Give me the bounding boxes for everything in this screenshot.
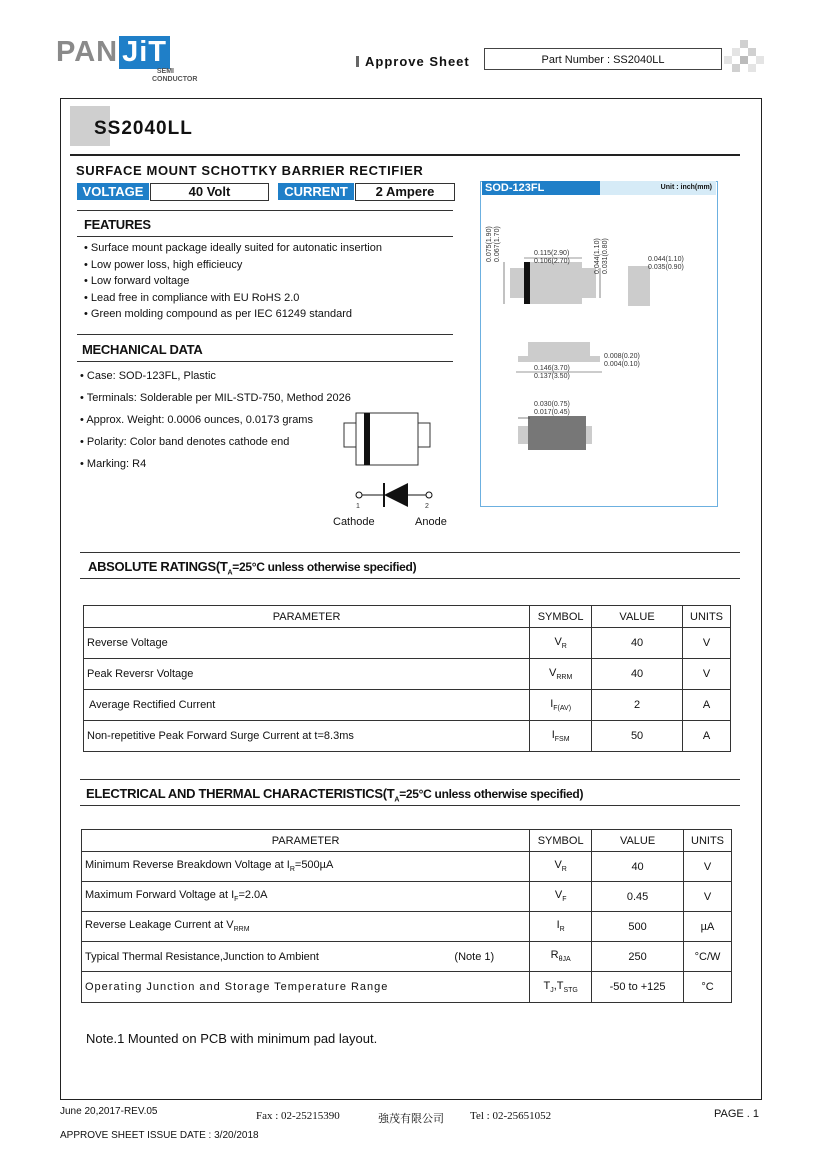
symbol-cell xyxy=(530,912,592,942)
body-front xyxy=(528,342,590,358)
current-value: 2 Ampere xyxy=(355,183,455,201)
dim-label: 0.106(2.70) xyxy=(534,258,570,265)
diode-triangle-icon xyxy=(384,483,408,507)
abs-heading-sub: A xyxy=(227,569,233,577)
value-cell: 40 xyxy=(592,659,683,690)
table-header-row xyxy=(84,606,731,628)
elec-heading-sub: A xyxy=(394,796,400,804)
symbol-sub: R xyxy=(561,866,567,874)
features-list xyxy=(84,240,382,323)
symbol-sub: R xyxy=(561,643,567,651)
value-cell: 500 xyxy=(592,912,684,942)
param-note: (Note 1) xyxy=(454,950,495,963)
symbol-sub: FSM xyxy=(554,736,570,744)
symbol: V xyxy=(554,635,562,648)
absolute-ratings-heading xyxy=(88,559,416,577)
symbol-sub: F xyxy=(562,896,567,904)
part-title: SS2040LL xyxy=(94,118,193,139)
symbol: V xyxy=(548,666,557,679)
dim-label: 0.044(1.10) xyxy=(594,238,601,274)
param-cell xyxy=(82,972,530,1003)
value-cell: 40 xyxy=(592,852,684,882)
col-header: PARAMETER xyxy=(82,830,530,852)
mech-item: • Approx. Weight: 0.0006 ounces, 0.0173 grams xyxy=(80,409,351,431)
value-cell: -50 to +125 xyxy=(592,972,684,1003)
units-cell: V xyxy=(684,882,732,912)
elec-top-rule xyxy=(80,779,740,780)
symbol-cell xyxy=(530,721,592,752)
mech-rule xyxy=(77,361,453,362)
units-cell: A xyxy=(683,721,731,752)
param-cell xyxy=(82,942,530,972)
param-cell: Reverse Voltage xyxy=(84,628,530,659)
table-row xyxy=(84,628,731,659)
param-text-2: =500µA xyxy=(294,859,334,872)
elec-rule xyxy=(80,805,740,806)
col-header: SYMBOL xyxy=(530,606,592,628)
symbol-2-sub: STG xyxy=(563,987,578,995)
param-text: Operating Junction and Storage Temperature Range xyxy=(85,981,389,993)
symbol: V xyxy=(554,859,562,872)
page-number: PAGE . 1 xyxy=(714,1108,760,1120)
table-row xyxy=(82,972,732,1003)
mech-top-rule xyxy=(77,334,453,335)
col-header: PARAMETER xyxy=(84,606,530,628)
param-text: Reverse Leakage Current at V xyxy=(85,919,234,932)
dim-label: 0.146(3.70) xyxy=(534,365,570,372)
pad-left xyxy=(510,268,524,298)
dim-label: 0.115(2.90) xyxy=(534,250,570,257)
symbol-2: ,T xyxy=(553,979,564,992)
voltage-value: 40 Volt xyxy=(150,183,269,201)
feature-item: • Surface mount package ideally suited for autonatic insertion xyxy=(84,240,382,257)
band-top xyxy=(524,262,530,304)
logo-accent: JiT xyxy=(119,36,170,69)
param-cell: Non-repetitive Peak Forward Surge Current at t=8.3ms xyxy=(84,721,530,752)
units-cell: A xyxy=(683,690,731,721)
param-sub: F xyxy=(234,896,239,904)
logo-main: PAN xyxy=(56,36,119,68)
value-cell: 0.45 xyxy=(592,882,684,912)
value-cell: 40 xyxy=(592,628,683,659)
elec-heading-text: ELECTRICAL AND THERMAL CHARACTERISTICS(T xyxy=(86,786,395,801)
symbol: I xyxy=(551,728,555,741)
dim-label: 0.075(1.90) xyxy=(486,226,493,262)
tel-number: Tel : 02-25651052 xyxy=(470,1110,552,1122)
features-rule xyxy=(77,236,453,237)
body-bottom xyxy=(528,416,586,450)
symbol-cell xyxy=(530,882,592,912)
dim-label: 0.004(0.10) xyxy=(604,361,640,368)
features-heading: FEATURES xyxy=(84,217,151,232)
dim-label: 0.137(3.50) xyxy=(534,373,570,380)
symbol-sub: J xyxy=(550,987,554,995)
revision-date: June 20,2017-REV.05 xyxy=(60,1106,158,1117)
param-cell xyxy=(82,912,530,942)
issue-date: APPROVE SHEET ISSUE DATE : 3/20/2018 xyxy=(60,1130,259,1141)
decorative-squares xyxy=(724,40,764,80)
electrical-table xyxy=(81,829,732,1003)
title-divider xyxy=(70,154,740,156)
table-row xyxy=(84,721,731,752)
table-header-row xyxy=(82,830,732,852)
col-header: SYMBOL xyxy=(530,830,592,852)
product-subtitle: SURFACE MOUNT SCHOTTKY BARRIER RECTIFIER xyxy=(76,163,424,178)
symbol: I xyxy=(556,919,560,932)
pin1-label: 1 xyxy=(356,503,360,510)
dim-label: 0.017(0.45) xyxy=(534,409,570,416)
symbol: T xyxy=(543,979,551,992)
symbol: I xyxy=(550,697,554,710)
current-label: CURRENT xyxy=(278,183,354,200)
dim-label: 0.035(0.90) xyxy=(648,264,684,271)
abs-rule xyxy=(80,578,740,579)
symbol: R xyxy=(550,949,559,962)
value-cell: 2 xyxy=(592,690,683,721)
param-text-2: =2.0A xyxy=(238,889,268,902)
value-cell: 50 xyxy=(592,721,683,752)
voltage-label: VOLTAGE xyxy=(77,183,149,200)
mech-item: • Marking: R4 xyxy=(80,453,351,475)
pin2-label: 2 xyxy=(425,503,429,510)
symbol-sub: RRM xyxy=(556,674,573,682)
symbol-cell xyxy=(530,972,592,1003)
symbol-cell xyxy=(530,659,592,690)
col-header: VALUE xyxy=(592,830,684,852)
logo-subtitle: SEMI CONDUCTOR xyxy=(152,68,198,83)
symbol-sub: R xyxy=(559,926,565,934)
company-logo xyxy=(56,36,170,69)
symbol-cell xyxy=(530,852,592,882)
param-cell xyxy=(82,882,530,912)
param-cell: Peak Reversr Voltage xyxy=(84,659,530,690)
col-header: UNITS xyxy=(683,606,731,628)
table-row xyxy=(82,852,732,882)
table-row xyxy=(82,942,732,972)
units-cell: µA xyxy=(684,912,732,942)
dim-label: 0.030(0.75) xyxy=(534,401,570,408)
param-text: Typical Thermal Resistance,Junction to Ambient xyxy=(85,950,319,963)
dim-label: 0.067(1.70) xyxy=(494,226,501,262)
mechanical-list xyxy=(80,365,351,475)
feature-item: • Lead free in compliance with EU RoHS 2.0 xyxy=(84,290,382,307)
table-row xyxy=(82,882,732,912)
feature-item: • Low forward voltage xyxy=(84,273,382,290)
cathode-band xyxy=(364,413,370,465)
elec-heading-rest: =25°C unless otherwise specified) xyxy=(399,787,584,801)
body-top xyxy=(524,262,582,304)
param-cell xyxy=(82,852,530,882)
symbol-cell xyxy=(530,942,592,972)
mechanical-heading: MECHANICAL DATA xyxy=(82,342,203,357)
package-unit: Unit : inch(mm) xyxy=(600,181,716,195)
units-cell: °C xyxy=(684,972,732,1003)
symbol: V xyxy=(554,889,563,902)
col-header: UNITS xyxy=(684,830,732,852)
part-number-box: Part Number : SS2040LL xyxy=(484,48,722,70)
symbol-sub: θJA xyxy=(558,956,571,964)
param-sub: RRM xyxy=(233,926,250,934)
dim-label: 0.008(0.20) xyxy=(604,353,640,360)
fax-number: Fax : 02-25215390 xyxy=(256,1110,340,1122)
symbol-sub: F(AV) xyxy=(553,705,572,713)
table-row xyxy=(82,912,732,942)
body-side xyxy=(628,266,650,306)
feature-item: • Green molding compound as per IEC 61249 standard xyxy=(84,306,382,323)
anode-label: Anode xyxy=(415,516,447,528)
param-cell: Average Rectified Current xyxy=(84,690,530,721)
dim-label: 0.044(1.10) xyxy=(648,256,684,263)
table-row xyxy=(84,659,731,690)
param-text: Maximum Forward Voltage at I xyxy=(85,889,235,902)
electrical-heading xyxy=(86,786,583,804)
features-top-rule xyxy=(77,210,453,211)
dim-label: 0.031(0.80) xyxy=(602,238,609,274)
col-header: VALUE xyxy=(592,606,683,628)
sheet-title: Approve Sheet xyxy=(356,54,470,69)
symbol-cell xyxy=(530,628,592,659)
feature-item: • Low power loss, high efficieucy xyxy=(84,257,382,274)
param-text: Minimum Reverse Breakdown Voltage at I xyxy=(85,859,290,872)
abs-heading-rest: =25°C unless otherwise specified) xyxy=(232,560,417,574)
mech-item: • Case: SOD-123FL, Plastic xyxy=(80,365,351,387)
absolute-ratings-table xyxy=(83,605,731,752)
units-cell: V xyxy=(683,628,731,659)
units-cell: °C/W xyxy=(684,942,732,972)
units-cell: V xyxy=(684,852,732,882)
mech-item: • Terminals: Solderable per MIL-STD-750, Method 2026 xyxy=(80,387,351,409)
units-cell: V xyxy=(683,659,731,690)
abs-top-rule xyxy=(80,552,740,553)
mech-item: • Polarity: Color band denotes cathode end xyxy=(80,431,351,453)
footnote: Note.1 Mounted on PCB with minimum pad layout. xyxy=(86,1031,378,1046)
value-cell: 250 xyxy=(592,942,684,972)
cathode-label: Cathode xyxy=(333,516,375,528)
company-name: 強茂有限公司 xyxy=(378,1113,444,1125)
symbol-cell xyxy=(530,690,592,721)
abs-heading-text: ABSOLUTE RATINGS(T xyxy=(88,559,228,574)
package-name: SOD-123FL xyxy=(482,181,600,195)
table-row xyxy=(84,690,731,721)
param-sub: R xyxy=(289,866,295,874)
